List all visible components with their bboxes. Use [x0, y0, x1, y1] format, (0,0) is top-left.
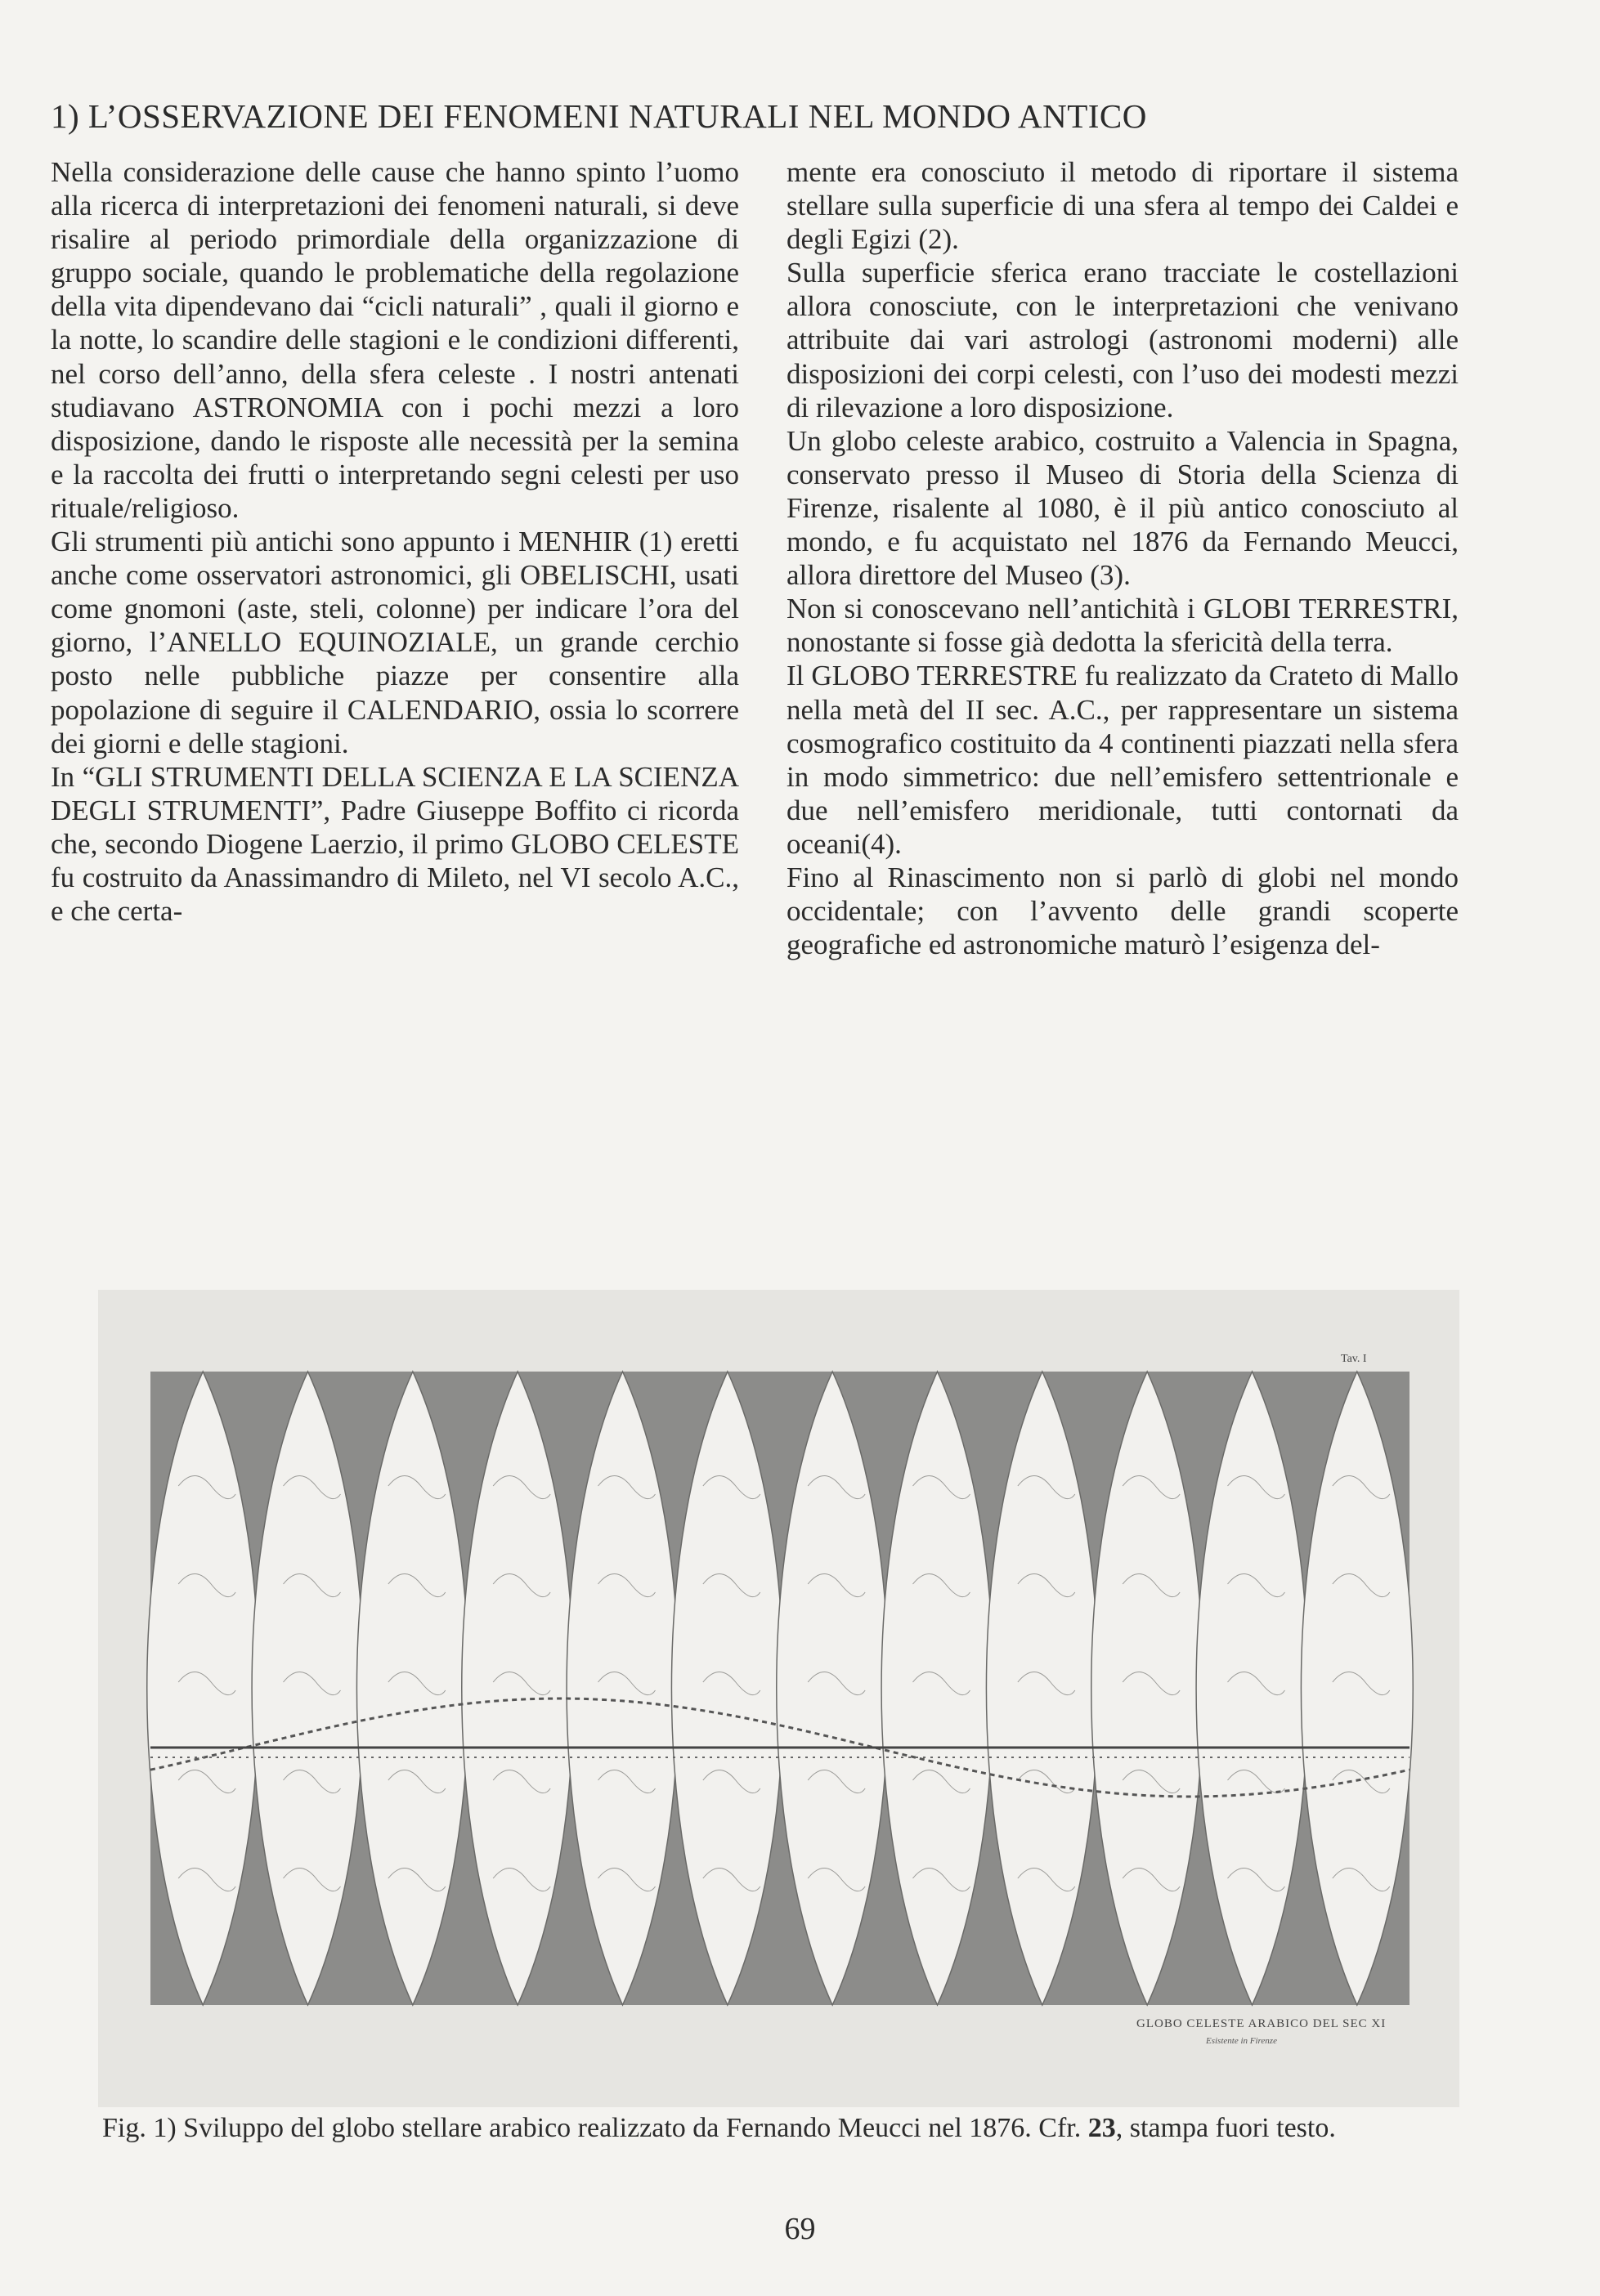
section-heading: 1) L’OSSERVAZIONE DEI FENOMENI NATURALI NEL MONDO ANTICO — [51, 97, 1147, 135]
paragraph: Gli strumenti più antichi sono appunto i MENHIR (1) eretti anche come osservatori astronomici, gli OBELISCHI, usati come gnomoni (aste, steli, colonne) per indicare l’ora del giorno, l’ANELLO EQUINOZIALE, un grande cerchio posto nelle pubbliche piazze per consentire alla popolazione di seguire il CALENDARIO, ossia lo scorrere dei giorni e delle stagioni. — [51, 526, 739, 759]
paragraph: Sulla superficie sferica erano tracciate le costellazioni allora conosciute, con le interpretazioni che venivano attribuite dai vari astrologi (astronomi moderni) alle disposizioni dei corpi celesti, con l’uso dei modesti mezzi di rilevazione a loro disposizione. — [787, 257, 1459, 423]
globe-gores-plate — [98, 1290, 1459, 2107]
plate-subtitle: Esistente in Firenze — [1206, 2036, 1277, 2046]
paragraph: Non si conoscevano nell’antichità i GLOBI TERRESTRI, nonostante si fosse già dedotta la sfericità della terra. — [787, 593, 1459, 659]
paragraph: Un globo celeste arabico, costruito a Valencia in Spagna, conservato presso il Museo di Storia della Scienza di Firenze, risalente al 1080, è il più antico conosciuto al mondo, e fu acquistato nel 1876 da Fernando Meucci, allora direttore del Museo (3). — [787, 424, 1459, 592]
paragraph: Fino al Rinascimento non si parlò di globi nel mondo occidentale; con l’avvento delle grandi scoperte geografiche ed astronomiche maturò l’esigenza del- — [787, 861, 1459, 961]
figure-caption — [102, 2113, 1476, 2144]
paragraph: Il GLOBO TERRESTRE fu realizzato da Crateto di Mallo nella metà del II sec. A.C., per rappresentare un sistema cosmografico costituito da 4 continenti piazzati nella sfera in modo simmetrico: due nell’emisfero settentrionale e due nell’emisfero meridionale, tutti contornati da oceani(4). — [787, 660, 1459, 860]
caption-text: Fig. 1) Sviluppo del globo stellare arabico realizzato da Fernando Meucci nel 1876. Cfr. — [102, 2113, 1088, 2143]
paragraph: Nella considerazione delle cause che hanno spinto l’uomo alla ricerca di interpretazioni dei fenomeni naturali, si deve risalire al periodo primordiale della organizzazione di gruppo sociale, quando le problematiche della regolazione della vita dipendevano dai “cicli naturali” , quali il giorno e la notte, lo scandire delle stagioni e le condizioni differenti, nel corso dell’anno, della sfera celeste . I nostri antenati studiavano ASTRONOMIA con i pochi mezzi a loro disposizione, dando le risposte alle necessità per la semina e la raccolta dei frutti o interpretando segni celesti per uso rituale/religioso. — [51, 156, 739, 524]
right-column — [787, 155, 1459, 961]
paragraph: mente era conosciuto il metodo di riportare il sistema stellare sulla superficie di una sfera al tempo dei Caldei e degli Egizi (2). — [787, 156, 1459, 256]
plate-label: Tav. I — [1341, 1353, 1367, 1365]
paragraph: In “GLI STRUMENTI DELLA SCIENZA E LA SCIENZA DEGLI STRUMENTI”, Padre Giuseppe Boffito ci ricorda che, secondo Diogene Laerzio, il primo GLOBO CELESTE fu costruito da Anassimandro di Mileto, nel VI secolo A.C., e che certa- — [51, 760, 739, 928]
plate-title: GLOBO CELESTE ARABICO DEL SEC XI — [1136, 2017, 1387, 2030]
caption-reference: 23 — [1087, 2113, 1116, 2143]
page-number: 69 — [784, 2212, 816, 2246]
caption-text-end: , stampa fuori testo. — [1115, 2113, 1336, 2143]
left-column — [51, 155, 739, 928]
celestial-globe-figure — [98, 1290, 1459, 2107]
